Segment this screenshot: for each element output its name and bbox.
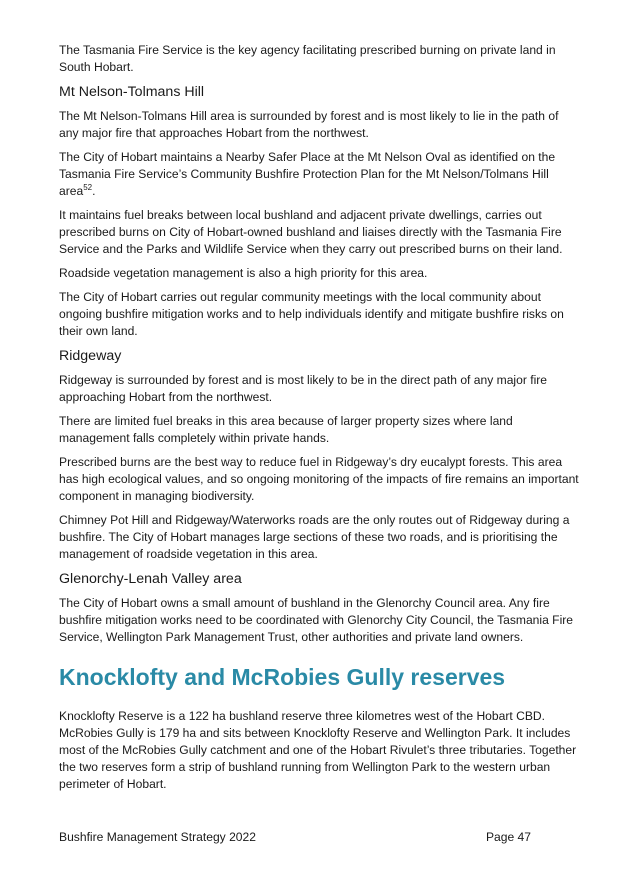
footer-document-title: Bushfire Management Strategy 2022 [59,830,256,844]
paragraph-limited-fuel-breaks: There are limited fuel breaks in this area because of larger property sizes where land management falls completely within private hands. [59,414,513,445]
heading-ridgeway: Ridgeway [59,348,122,364]
heading-knocklofty-mcrobies: Knocklofty and McRobies Gully reserves [59,664,506,690]
footer-page-number: Page 47 [485,830,531,844]
paragraph-text: The City of Hobart maintains a Nearby Safer Place at the Mt Nelson Oval as identified on the Tasmania Fire Service’s Community Bushfire Protection Plan for the Mt Nelson/Tolmans Hill area [59,150,556,198]
paragraph-mt-nelson-forest: The Mt Nelson-Tolmans Hill area is surrounded by forest and is most likely to lie in the path of any major fire that approaches Hobart from the northwest. [59,109,559,140]
paragraph-glenorchy-bushland: The City of Hobart owns a small amount of bushland in the Glenorchy Council area. Any fire bushfire mitigation works need to be coordinated with Glenorchy City Council, the Tasmania Fire Service, Wellington Park Management Trust, other authorities and private land owners. [59,596,574,644]
paragraph-escape-routes: Chimney Pot Hill and Ridgeway/Waterworks roads are the only routes out of Ridgeway during a bushfire. The City of Hobart manages large sections of these two roads, and is prioritising the management of roadside vegetation in this area. [59,513,570,561]
document-body [59,42,581,800]
paragraph-roadside-vegetation: Roadside vegetation management is also a high priority for this area. [59,266,428,280]
paragraph-community-meetings: The City of Hobart carries out regular community meetings with the local community about ongoing bushfire mitigation works and to help individuals identify and mitigate bushfire risks on their own land. [59,290,564,338]
heading-glenorchy-lenah-valley: Glenorchy-Lenah Valley area [59,571,242,587]
paragraph-knocklofty-reserve: Knocklofty Reserve is a 122 ha bushland reserve three kilometres west of the Hobart CBD. McRobies Gully is 179 ha and sits between Knocklofty Reserve and Wellington Park. It includes most of the McRobies Gully catchment and one of the Hobart Rivulet’s three tributaries. Together the two reserves form a strip of bushland running from Wellington Park to the western urban perimeter of Hobart. [59,709,577,791]
paragraph-fuel-breaks: It maintains fuel breaks between local bushland and adjacent private dwellings, carries out prescribed burns on City of Hobart-owned bushland and liaises directly with the Tasmania Fire Service and the Parks and Wildlife Service when they carry out prescribed burns on their land. [59,208,563,256]
paragraph-end: . [92,184,96,198]
paragraph-prescribed-burns: Prescribed burns are the best way to reduce fuel in Ridgeway’s dry eucalypt forests. This area has high ecological values, and so ongoing monitoring of the impacts of fire remains an important component in managing biodiversity. [59,455,579,503]
paragraph-ridgeway-forest: Ridgeway is surrounded by forest and is most likely to be in the direct path of any major fire approaching Hobart from the northwest. [59,373,548,404]
paragraph-nearby-safer-place [59,149,581,200]
paragraph-tfs-prescribed-burning: The Tasmania Fire Service is the key agency facilitating prescribed burning on private land in South Hobart. [59,43,556,74]
footnote-reference[interactable]: 52 [83,182,93,192]
heading-mt-nelson-tolmans-hill: Mt Nelson-Tolmans Hill [59,84,205,100]
